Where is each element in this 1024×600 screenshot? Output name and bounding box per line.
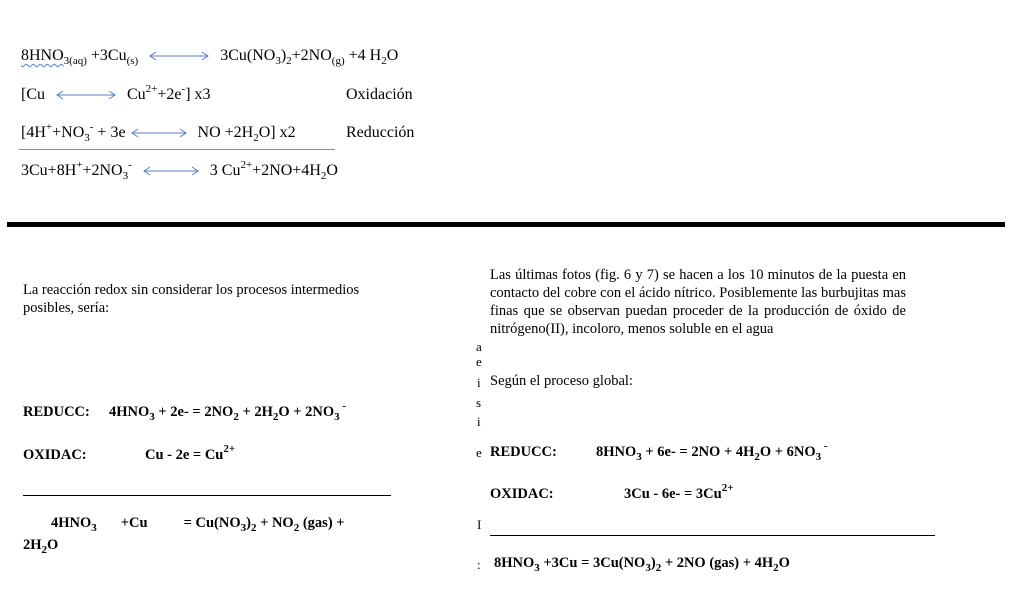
right-sum-line [490,535,935,536]
left-oxidac-equation: $Cu - 2e = Cu^{2+}$ [145,443,236,463]
clipped-char: I [477,517,482,532]
left-total-equation-cont: $2H_2O$ [23,537,59,556]
equation-reduction: [$4H^++NO_3^- + 3e$ NO $+2H_2O$] x2 [21,121,296,144]
left-sum-line [23,495,391,496]
equation-global: $8HNO_{3(aq)} +3Cu_{(s)}$ $3Cu(NO_3)_2+2NO_{(g)} +4$ $H_2O$ [21,47,399,67]
double-arrow-icon [130,128,188,138]
left-intro-text: La reacción redox sin considerar los procesos intermedios posibles, sería: [23,282,360,316]
equation-net-ionic: $3Cu+8H^++2NO_3^-$ 3 $Cu^{2+}+2NO+4H_2O$ [21,159,338,182]
clipped-char: e [476,354,482,369]
section-divider [7,222,1005,227]
clipped-char: e [476,445,482,460]
double-arrow-icon [148,51,210,61]
reduction-label: Reducción [346,124,415,141]
sum-line [19,149,335,150]
right-oxidac-label: OXIDAC: [490,486,554,502]
right-paragraph: Las últimas fotos (fig. 6 y 7) se hacen a los 10 minutos de la puesta en contacto del cobre con el ácido nítrico. Posiblemente las burbujitas mas finas que se observan puedan proceder de la producción de óxido de nitrógeno(II), incoloro, menos soluble en el agua [490,267,906,337]
right-reducc-equation: $8HNO_3 + 6e- = 2NO + 4H_2O + 6NO_3$ - [596,440,828,463]
left-reducc-label: REDUCC: [23,404,90,420]
left-total-equation: $4HNO_3 +Cu = Cu(NO_3)_2 + NO_2$ (gas) + [51,515,345,534]
clipped-char: : [477,557,481,572]
clipped-char: s [476,395,482,410]
clipped-char: i [477,414,481,429]
clipped-char: a [476,339,482,354]
left-reducc-equation: $4HNO_3 + 2e- = 2NO_2 + 2H_2O + 2NO_3$ - [109,400,347,423]
double-arrow-icon [142,166,200,176]
oxidation-label: Oxidación [346,86,413,103]
right-segun-text: Según el proceso global: [490,373,633,389]
right-oxidac-equation: $3Cu - 6e- = 3Cu^{2+}$ [624,482,734,502]
equation-oxidation: [Cu $Cu^{2+}+2e^-$] x3 [21,83,211,103]
clipped-char: i [477,375,481,390]
right-total-equation: $8HNO_3 +3Cu = 3Cu(NO_3)_2 + 2NO$ $(gas) + 4H_2O$ [494,555,790,574]
left-oxidac-label: OXIDAC: [23,447,87,463]
right-reducc-label: REDUCC: [490,444,557,460]
double-arrow-icon [55,90,117,100]
